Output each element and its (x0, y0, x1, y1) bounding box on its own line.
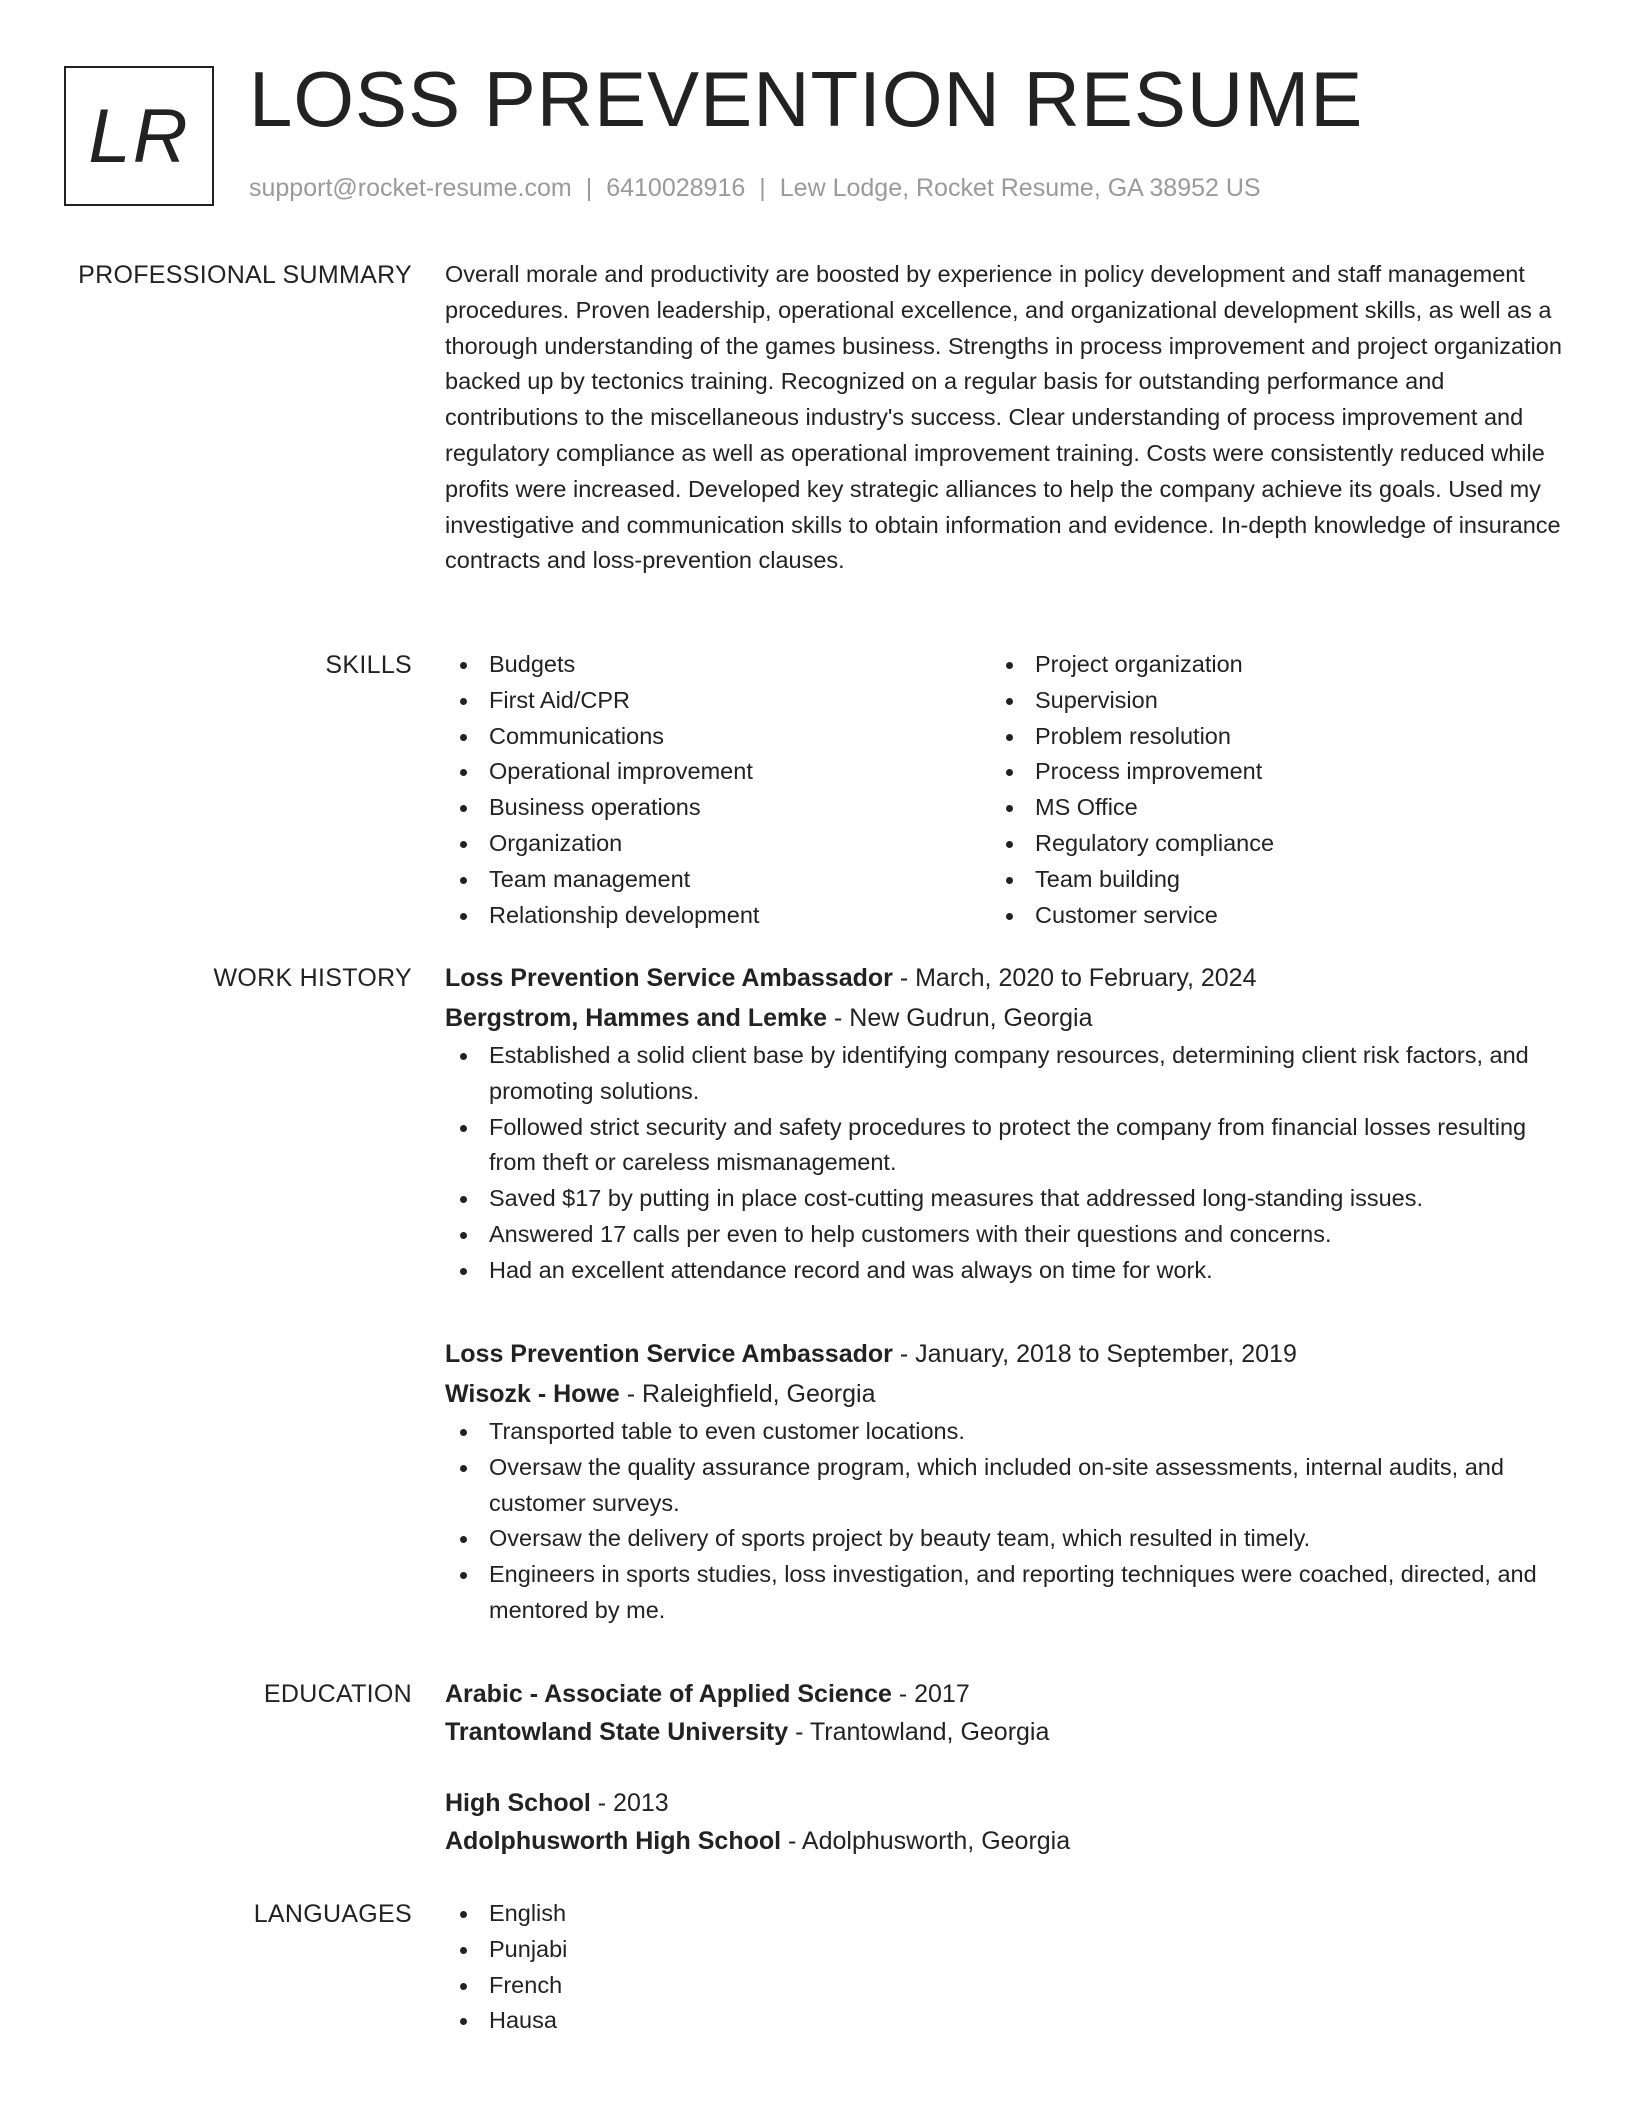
job-entry (445, 1340, 1565, 1629)
skill-item: Supervision (991, 683, 1537, 719)
education-degree: Arabic - Associate of Applied Science (445, 1680, 892, 1708)
education-degree-line (445, 1675, 1565, 1713)
language-item: French (445, 1968, 1565, 2004)
skill-item: Team management (445, 862, 991, 898)
contact-phone[interactable]: 6410028916 (606, 174, 746, 202)
section-label-skills: SKILLS (325, 651, 412, 679)
skill-item: Organization (445, 826, 991, 862)
job-bullet: Engineers in sports studies, loss investigation, and reporting techniques were coached, directed, and mentored by me. (445, 1557, 1565, 1629)
job-company: Bergstrom, Hammes and Lemke (445, 1004, 828, 1032)
skill-item: Customer service (991, 898, 1537, 934)
job-company-line (445, 1374, 1565, 1414)
job-bullet: Oversaw the quality assurance program, which included on-site assessments, internal audits, and customer surveys. (445, 1450, 1565, 1522)
job-location: - Raleighfield, Georgia (619, 1380, 876, 1408)
education-degree: High School (445, 1789, 591, 1817)
job-bullet: Established a solid client base by identifying company resources, determining client risk factors, and promoting solutions. (445, 1038, 1565, 1110)
education-location: - Adolphusworth, Georgia (781, 1827, 1071, 1855)
education-school: Trantowland State University (445, 1718, 789, 1746)
job-title: Loss Prevention Service Ambassador (445, 964, 893, 992)
job-bullet: Saved $17 by putting in place cost-cutting measures that addressed long-standing issues. (445, 1181, 1565, 1217)
languages-list (445, 1896, 1565, 2039)
job-location: - New Gudrun, Georgia (827, 1004, 1093, 1032)
section-label-summary: PROFESSIONAL SUMMARY (78, 261, 412, 289)
job-company-line (445, 998, 1565, 1038)
education-location: - Trantowland, Georgia (788, 1718, 1050, 1746)
education-school-line (445, 1713, 1565, 1751)
education-school: Adolphusworth High School (445, 1827, 782, 1855)
skill-item: First Aid/CPR (445, 683, 991, 719)
job-entry (445, 958, 1565, 1289)
contact-separator: | (759, 174, 766, 202)
skill-item: Problem resolution (991, 719, 1537, 755)
skill-item: MS Office (991, 790, 1537, 826)
skill-item: Budgets (445, 647, 991, 683)
job-bullet: Transported table to even customer locations. (445, 1414, 1565, 1450)
contact-email[interactable]: support@rocket-resume.com (249, 174, 572, 202)
skill-item: Team building (991, 862, 1537, 898)
section-label-work-history: WORK HISTORY (213, 964, 412, 992)
contact-line (249, 174, 1261, 203)
job-bullets (445, 1038, 1565, 1289)
skill-item: Process improvement (991, 754, 1537, 790)
monogram-logo: LR (64, 66, 214, 206)
section-label-education: EDUCATION (263, 1680, 412, 1708)
summary-text: Overall morale and productivity are boosted by experience in policy development and staff management procedures. Proven leadership, operational excellence, and organizational development skills, as well as a thorough understanding of the games business. Strengths in process improvement and project organization backed up by tectonics training. Recognized on a regular basis for outstanding performance and contributions to the miscellaneous industry's success. Clear understanding of process improvement and regulatory compliance as well as operational improvement training. Costs were consistently reduced while profits were increased. Developed key strategic alliances to help the company achieve its goals. Used my investigative and communication skills to obtain information and evidence. In-depth knowledge of insurance contracts and loss-prevention clauses. (445, 261, 1562, 574)
language-item: Hausa (445, 2003, 1565, 2039)
language-item: Punjabi (445, 1932, 1565, 1968)
skill-item: Operational improvement (445, 754, 991, 790)
job-dates: - January, 2018 to September, 2019 (892, 1340, 1297, 1368)
resume-title: LOSS PREVENTION RESUME (249, 55, 1364, 143)
job-title-line (445, 958, 1565, 998)
job-bullet: Followed strict security and safety procedures to protect the company from financial losses resulting from theft or careless mismanagement. (445, 1110, 1565, 1182)
skills-list-right (991, 647, 1537, 933)
education-degree-line (445, 1784, 1565, 1822)
skill-item: Business operations (445, 790, 991, 826)
job-bullet: Oversaw the delivery of sports project by beauty team, which resulted in timely. (445, 1521, 1565, 1557)
job-bullet: Answered 17 calls per even to help customers with their questions and concerns. (445, 1217, 1565, 1253)
education-entry (445, 1675, 1565, 1751)
education-year: - 2013 (590, 1789, 669, 1817)
job-bullets (445, 1414, 1565, 1629)
skills-list-left (445, 647, 991, 933)
skill-item: Project organization (991, 647, 1537, 683)
job-company: Wisozk - Howe (445, 1380, 620, 1408)
job-title-line (445, 1334, 1565, 1374)
job-title: Loss Prevention Service Ambassador (445, 1340, 893, 1368)
skill-item: Communications (445, 719, 991, 755)
skill-item: Regulatory compliance (991, 826, 1537, 862)
skill-item: Relationship development (445, 898, 991, 934)
education-year: - 2017 (891, 1680, 970, 1708)
language-item: English (445, 1896, 1565, 1932)
contact-address: Lew Lodge, Rocket Resume, GA 38952 US (779, 174, 1261, 202)
education-entry (445, 1784, 1565, 1860)
contact-separator: | (585, 174, 593, 202)
job-bullet: Had an excellent attendance record and was always on time for work. (445, 1253, 1565, 1289)
education-school-line (445, 1822, 1565, 1860)
section-label-languages: LANGUAGES (253, 1900, 412, 1928)
job-dates: - March, 2020 to February, 2024 (892, 964, 1257, 992)
